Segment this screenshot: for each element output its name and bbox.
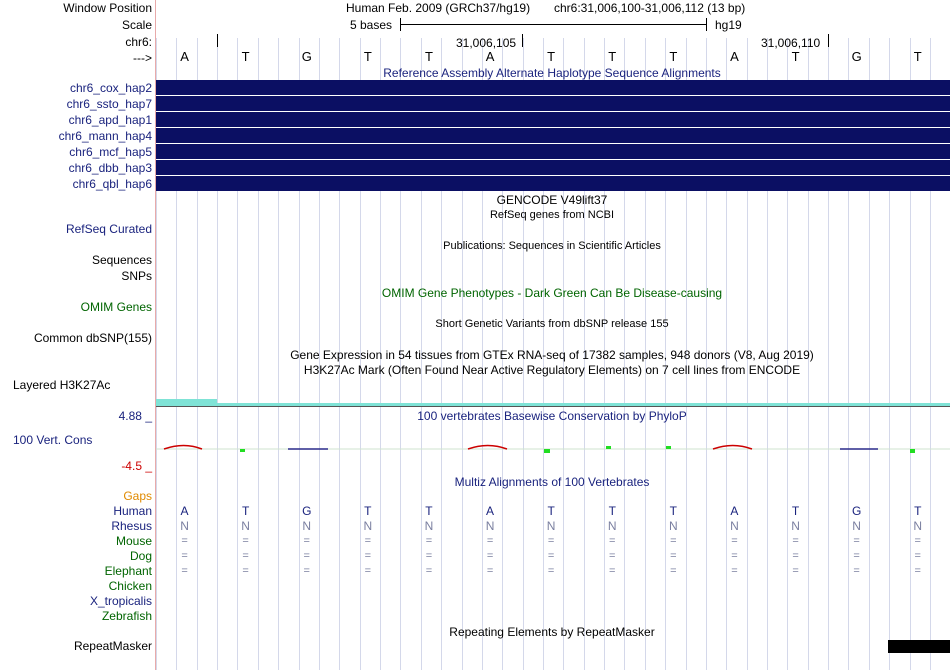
ruler-tick: [828, 34, 829, 47]
aligned-base-match: =: [486, 550, 494, 562]
publications-title[interactable]: Publications: Sequences in Scientific Articles: [443, 240, 661, 252]
rhesus-base: N: [669, 519, 678, 533]
aligned-base-match: =: [609, 565, 616, 577]
omim-title[interactable]: OMIM Gene Phenotypes - Dark Green Can Be Disease-causing: [381, 286, 723, 300]
aligned-base-match: =: [425, 550, 433, 562]
window-position[interactable]: chr6:31,006,100-31,006,112 (13 bp): [554, 1, 746, 15]
base-letter: G: [851, 49, 862, 64]
aligned-base-match: =: [914, 550, 921, 562]
rhesus-base: N: [607, 519, 617, 533]
refseq-title[interactable]: RefSeq genes from NCBI: [489, 209, 615, 221]
rhesus-base: N: [913, 519, 923, 533]
haplotype-row-separator: [156, 127, 950, 128]
ruler-tick: [522, 34, 523, 47]
base-letter: T: [608, 49, 617, 64]
haplotype-row-separator: [156, 175, 950, 176]
base-letter: T: [547, 49, 556, 64]
base-letter: G: [301, 49, 312, 64]
human-base: A: [486, 504, 495, 518]
species-zebrafish: Zebrafish: [101, 609, 152, 623]
haplotype-row-separator: [156, 95, 950, 96]
ruler-tick: [217, 34, 218, 47]
aligned-base-match: =: [609, 535, 616, 547]
gaps-label: Gaps: [123, 489, 152, 503]
haplotype-label[interactable]: chr6_mann_hap4: [58, 129, 152, 143]
scale-bar-right-tick: [706, 18, 707, 31]
base-letter: A: [180, 49, 189, 64]
rhesus-base: N: [180, 519, 189, 533]
rhesus-base: N: [485, 519, 495, 533]
window-position-label: Window Position: [63, 1, 152, 15]
aligned-base-match: =: [242, 565, 249, 577]
rhesus-base: N: [730, 519, 739, 533]
cons-max-label: 4.88 _: [118, 409, 152, 423]
scale-bar: [400, 24, 706, 25]
aligned-base-match: =: [670, 550, 677, 562]
strand-label: --->: [133, 51, 152, 65]
species-x-tropicalis: X_tropicalis: [89, 594, 152, 608]
scale-db: hg19: [715, 18, 742, 32]
aligned-base-match: =: [242, 550, 249, 562]
haplotype-row-separator: [156, 159, 950, 160]
species-mouse: Mouse: [115, 534, 152, 548]
aligned-base-match: =: [547, 565, 555, 577]
aligned-base-match: =: [425, 535, 433, 547]
human-base: T: [914, 504, 922, 518]
aligned-base-match: =: [364, 565, 372, 577]
species-dog: Dog: [129, 549, 152, 563]
h3k27ac-title[interactable]: H3K27Ac Mark (Often Found Near Active Regulatory Elements) on 7 cell lines from ENCODE: [303, 363, 801, 377]
haplotype-label[interactable]: chr6_qbl_hap6: [72, 177, 152, 191]
rhesus-base: N: [302, 519, 312, 533]
base-letter: T: [913, 49, 922, 64]
haplotype-row-separator: [156, 111, 950, 112]
conservation-title[interactable]: 100 vertebrates Basewise Conservation by PhyloP: [417, 409, 687, 423]
aligned-base-match: =: [914, 535, 921, 547]
multiz-title[interactable]: Multiz Alignments of 100 Vertebrates: [454, 475, 650, 489]
conservation-plot: [156, 438, 950, 458]
human-base: T: [547, 504, 555, 518]
aligned-base-match: =: [303, 565, 310, 577]
human-base: T: [791, 504, 800, 518]
aligned-base-match: =: [181, 565, 188, 577]
rhesus-base: N: [241, 519, 250, 533]
species-human: Human: [113, 504, 152, 518]
aligned-base-match: =: [303, 535, 310, 547]
aligned-base-match: =: [486, 565, 494, 577]
haplotype-label[interactable]: chr6_ssto_hap7: [66, 97, 152, 111]
aligned-base-match: =: [792, 550, 799, 562]
aligned-base-match: =: [792, 535, 799, 547]
gtex-title[interactable]: Gene Expression in 54 tissues from GTEx RNA-seq of 17382 samples, 948 donors (V8, Aug 2019): [290, 348, 814, 362]
conservation-mark: [164, 446, 202, 450]
conservation-mark: [544, 449, 550, 453]
track-separator: [156, 406, 950, 407]
conservation-mark: [713, 446, 752, 450]
human-base: A: [180, 504, 189, 518]
ruler-label-2: 31,006,110: [761, 36, 821, 50]
scale-bar-text: 5 bases: [350, 18, 393, 32]
ruler-label-1: 31,006,105: [456, 36, 517, 50]
chrom-label: chr6:: [125, 35, 152, 49]
conservation-mark: [606, 446, 611, 449]
aligned-base-match: =: [181, 535, 188, 547]
human-base: T: [425, 504, 433, 518]
aligned-base-match: =: [242, 535, 249, 547]
human-base: T: [669, 504, 678, 518]
base-letter: T: [791, 49, 800, 64]
rhesus-base: N: [852, 519, 861, 533]
conservation-mark: [468, 446, 507, 450]
aligned-base-match: =: [670, 565, 677, 577]
vert-cons-label[interactable]: 100 Vert. Cons: [13, 433, 93, 447]
human-base: G: [302, 504, 312, 518]
human-base: A: [730, 504, 739, 518]
assembly-name: Human Feb. 2009 (GRCh37/hg19): [346, 1, 531, 15]
species-elephant: Elephant: [104, 564, 152, 578]
human-base: T: [608, 504, 616, 518]
aligned-base-match: =: [731, 550, 738, 562]
haplotype-label[interactable]: chr6_mcf_hap5: [69, 145, 152, 159]
base-letter: T: [424, 49, 433, 64]
aligned-base-match: =: [364, 535, 372, 547]
aligned-base-match: =: [547, 535, 555, 547]
base-letter: A: [730, 49, 739, 64]
rhesus-base: N: [546, 519, 556, 533]
aligned-base-match: =: [425, 565, 433, 577]
omim-genes-label[interactable]: OMIM Genes: [80, 300, 152, 314]
aligned-base-match: =: [731, 535, 738, 547]
base-letter: A: [485, 49, 495, 64]
aligned-base-match: =: [364, 550, 372, 562]
haplotype-row-separator: [156, 143, 950, 144]
repeatmasker-label[interactable]: RepeatMasker: [73, 639, 152, 653]
species-rhesus: Rhesus: [111, 519, 152, 533]
aligned-base-match: =: [792, 565, 799, 577]
repeat-element[interactable]: [888, 640, 950, 653]
haplotype-label[interactable]: chr6_cox_hap2: [69, 81, 152, 95]
aligned-base-match: =: [181, 550, 188, 562]
aligned-base-match: =: [731, 565, 738, 577]
layered-h3k27ac-label[interactable]: Layered H3K27Ac: [13, 378, 111, 392]
gencode-title[interactable]: GENCODE V49lift37: [496, 193, 608, 207]
base-letter: T: [241, 49, 250, 64]
cons-min-label: -4.5 _: [121, 459, 152, 473]
base-letter: T: [669, 49, 678, 64]
snps-label[interactable]: SNPs: [121, 269, 152, 283]
aligned-base-match: =: [853, 550, 860, 562]
dbsnp-title[interactable]: Short Genetic Variants from dbSNP release 155: [435, 318, 669, 330]
rhesus-base: N: [424, 519, 434, 533]
human-base: G: [851, 504, 862, 518]
aligned-base-match: =: [914, 565, 921, 577]
base-letter: T: [363, 49, 372, 64]
aligned-base-match: =: [609, 550, 616, 562]
refseq-curated-label[interactable]: RefSeq Curated: [65, 222, 152, 236]
scale-label: Scale: [121, 18, 152, 32]
rhesus-base: N: [791, 519, 800, 533]
alt-haplotype-title[interactable]: Reference Assembly Alternate Haplotype Sequence Alignments: [383, 66, 721, 80]
conservation-mark: [240, 449, 245, 452]
aligned-base-match: =: [853, 565, 860, 577]
aligned-base-match: =: [670, 535, 677, 547]
human-base: T: [364, 504, 372, 518]
alt-haplotype-alignments[interactable]: [156, 80, 950, 191]
haplotype-label[interactable]: chr6_apd_hap1: [68, 113, 152, 127]
repeatmasker-title[interactable]: Repeating Elements by RepeatMasker: [449, 625, 655, 639]
aligned-base-match: =: [303, 550, 310, 562]
haplotype-label[interactable]: chr6_dbb_hap3: [68, 161, 152, 175]
sequences-label[interactable]: Sequences: [91, 253, 152, 267]
conservation-mark: [666, 446, 671, 449]
human-base: T: [241, 504, 250, 518]
aligned-base-match: =: [853, 535, 860, 547]
aligned-base-match: =: [486, 535, 494, 547]
h3k27ac-signal: [156, 399, 217, 406]
rhesus-base: N: [363, 519, 373, 533]
species-chicken: Chicken: [108, 579, 152, 593]
aligned-base-match: =: [547, 550, 555, 562]
conservation-mark: [910, 449, 915, 453]
common-dbsnp-label[interactable]: Common dbSNP(155): [33, 331, 152, 345]
